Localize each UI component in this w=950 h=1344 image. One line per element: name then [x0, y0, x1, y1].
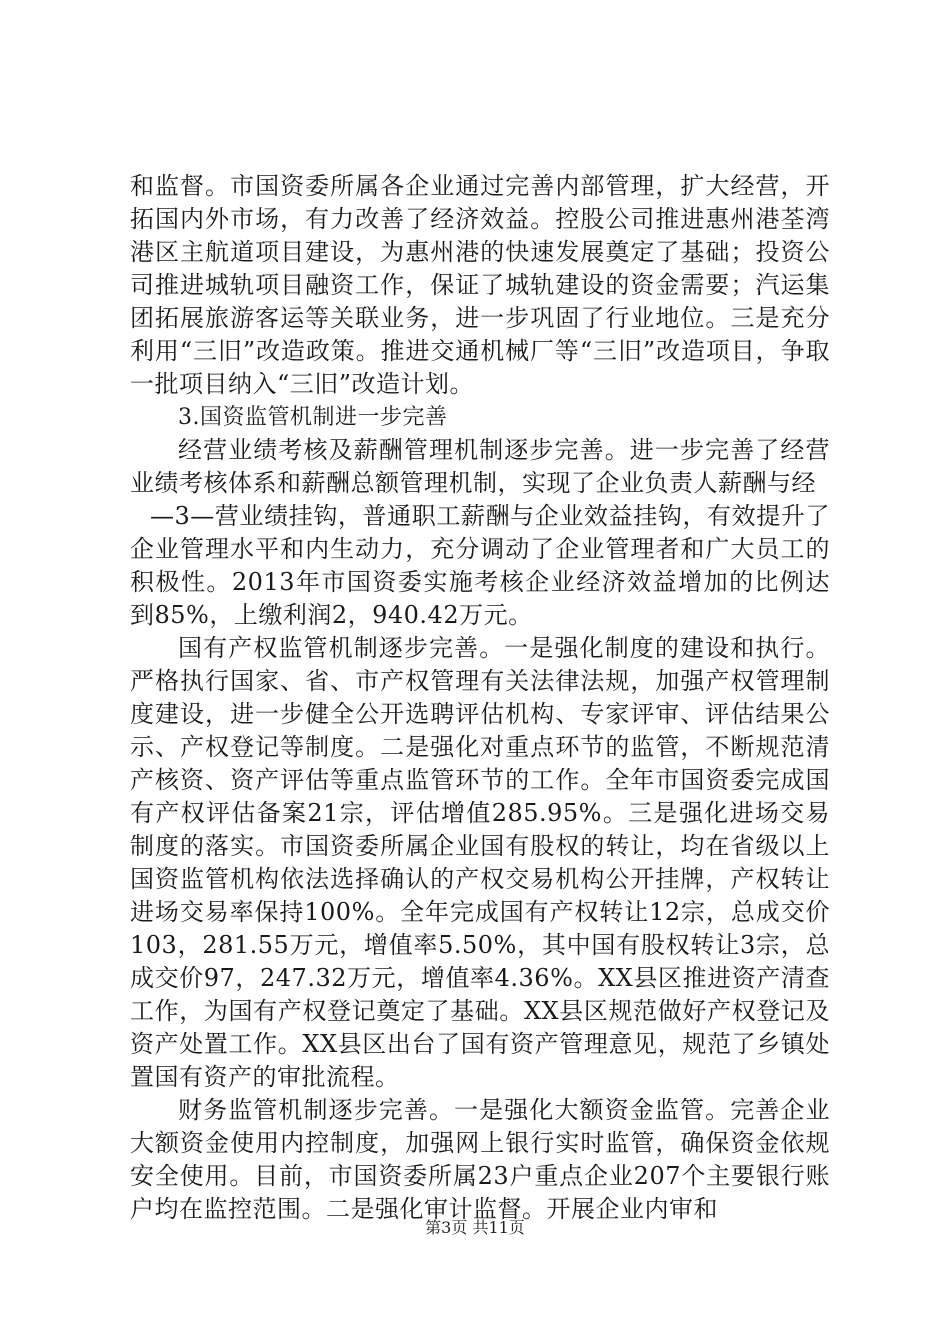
paragraph-performance-assessment: 经营业绩考核及薪酬管理机制逐步完善。进一步完善了经营业绩考核体系和薪酬总额管理机制，实现了企业负责人薪酬与经 — [130, 436, 830, 497]
section-heading: 3.国资监管机制进一步完善 — [178, 405, 448, 430]
paragraph-financial-supervision: 财务监管机制逐步完善。一是强化大额资金监管。完善企业大额资金使用内控制度，加强网上银行实时监管，确保资金依规安全使用。目前，市国资委所属23户重点企业207个主要银行账户均在监控范围。二是强化审计监督。开展企业内审和 — [130, 1096, 830, 1223]
page-footer: 第3页 共11页 — [425, 1218, 525, 1237]
body-text — [130, 170, 830, 1226]
paragraph-performance-continued: —3—营业绩挂钩，普通职工薪酬与企业效益挂钩，有效提升了企业管理水平和内生动力，充分调动了企业管理者和广大员工的积极性。2013年市国资委实施考核企业经济效益增加的比例达到85%，上缴利润2，940.42万元。 — [130, 502, 830, 629]
paragraph-continued: 和监督。市国资委所属各企业通过完善内部管理，扩大经营，开拓国内外市场，有力改善了经济效益。控股公司推进惠州港荃湾港区主航道项目建设，为惠州港的快速发展奠定了基础；投资公司推进城轨项目融资工作，保证了城轨建设的资金需要；汽运集团拓展旅游客运等关联业务，进一步巩固了行业地位。三是充分利用“三旧”改造政策。推进交通机械厂等“三旧”改造项目，争取一批项目纳入“三旧”改造计划。 — [130, 172, 830, 398]
paragraph-property-rights: 国有产权监管机制逐步完善。一是强化制度的建设和执行。严格执行国家、省、市产权管理有关法律法规，加强产权管理制度建设，进一步健全公开选聘评估机构、专家评审、评估结果公示、产权登记等制度。二是强化对重点环节的监管，不断规范清产核资、资产评估等重点监管环节的工作。全年市国资委完成国有产权评估备案21宗，评估增值285.95%。三是强化进场交易制度的落实。市国资委所属企业国有股权的转让，均在省级以上国资监管机构依法选择确认的产权交易机构公开挂牌，产权转让进场交易率保持100%。全年完成国有产权转让12宗，总成交价103，281.55万元，增值率5.50%，其中国有股权转让3宗，总成交价97，247.32万元，增值率4.36%。XX县区推进资产清查工作，为国有产权登记奠定了基础。XX县区规范做好产权登记及资产处置工作。XX县区出台了国有资产管理意见，规范了乡镇处置国有资产的审批流程。 — [130, 634, 830, 1091]
